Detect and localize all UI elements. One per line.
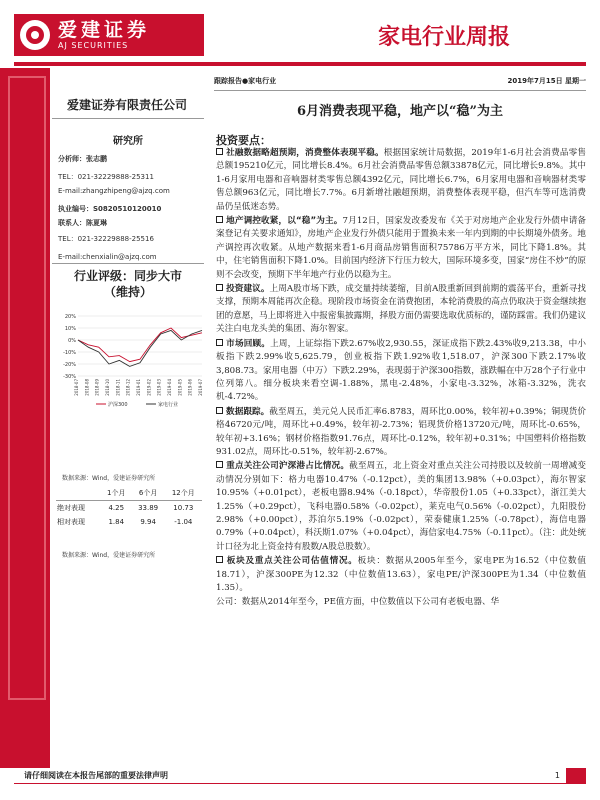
checkbox-bullet-icon: [216, 148, 223, 155]
checkbox-bullet-icon: [216, 461, 223, 468]
report-title: 家电行业周报: [377, 24, 510, 50]
analyst-line: [58, 154, 107, 164]
checkbox-bullet-icon: [216, 284, 223, 291]
paragraph: [216, 215, 586, 282]
meta-divider: [214, 90, 586, 91]
performance-table: [56, 486, 202, 529]
chart-x-tick-label: 2018-07: [74, 379, 79, 396]
paragraph: [216, 147, 586, 214]
paragraph: [216, 460, 586, 554]
chart-y-tick-label: 20%: [64, 314, 76, 320]
chart-x-tick-label: 2019-04: [167, 379, 172, 396]
chart-x-tick-label: 2018-09: [94, 379, 100, 396]
page-tab-marker: [566, 768, 586, 784]
table-header-cell: 6个月: [132, 486, 165, 501]
license-label: 执业编号：: [58, 205, 93, 213]
paragraph-text: 截至周五，北上资金对重点关注公司持股以及较前一周增减变动情况分别如下：格力电器10.47%（-0.12pct），美的集团13.98%（+0.03pct），海尔智家10.95%（+0.01pct），老板电器8.94%（-0.18pct），华帝股份1.05（+0.33pct），浙江美大1.25%（+0.29pct），飞科电器0.58%（-0.02pct），莱克电气0.56%（-0.02pct），九阳股份2.98%（+0.00pct），苏泊尔5.19%（-0.02pct），荣泰健康1.25%（-0.78pct），海信电器0.79%（+0.04pct），科沃斯1.07%（+0.04pct），海信家电4.75%（-0.11pct）。（注：此处统计口径为北上资金持有股数/A股总股数）。: [216, 461, 586, 552]
analyst-name: 张志鹏: [86, 155, 107, 163]
paragraph-text: 上周A股市场下跌，成交量持续萎缩，目前A股重新回到前期的震荡平台，重新寻找支撑，预期本周能再次企稳。现阶段市场资金在消费抱团，本轮消费股的高点仍取决于资金继续抱团的意愿，马上即将进入中报密集披露期，择股方面仍需要选取优质标的，谨防踩雷。我们仍建议关注白电龙头美的集团、海尔智家。: [216, 284, 586, 335]
contact-tel: TEL：021-32229888-25516: [58, 235, 154, 243]
paragraph: [216, 406, 586, 460]
chart-legend-label: 家电行业: [158, 402, 179, 408]
contact-label: 联系人：: [58, 219, 86, 227]
paragraph-lead: 市场回顾。: [226, 338, 271, 349]
chart-series-line: [78, 330, 202, 366]
analyst-label: 分析师：: [58, 155, 86, 163]
paragraph-trailing: 公司：数据从2014年至今，PE值方面，中位数值以下公司有老板电器、华: [216, 597, 500, 608]
performance-chart: [56, 310, 206, 410]
table-cell: 33.89: [138, 504, 159, 512]
report-meta: [214, 74, 586, 88]
checkbox-bullet-icon: [216, 216, 223, 223]
report-type: 跟踪报告●家电行业: [214, 77, 277, 85]
contact-email: E-mail:chenxialin@ajzq.com: [58, 253, 157, 261]
table-cell: 10.73: [173, 504, 194, 512]
analyst-tel: TEL：021-32229888-25311: [58, 173, 154, 181]
company-logo: [14, 14, 204, 56]
chart-y-tick-label: 0%: [68, 338, 76, 344]
chart-x-tick-label: 2018-08: [84, 379, 90, 396]
chart-x-tick-label: 2018-12: [125, 379, 131, 396]
chart-x-tick-label: 2018-10: [105, 379, 110, 396]
paragraph-text: 截至周五，美元兑人民币汇率6.8783，周环比0.00%，较年初+0.39%；铜现货价格46720元/吨，周环比+0.49%，较年初-2.73%；铝现货价格13720元/吨，周环比-0.65%，较年初+3.16%；钢材价格指数91.76点，周环比-0.12%，较年初+0.31%；中国塑料价格指数931.02点，周环比-0.51%，较年初-2.67%。: [216, 406, 586, 457]
sidebar-red-strip: [0, 68, 50, 768]
checkbox-bullet-icon: [216, 407, 223, 414]
license-line: [58, 204, 161, 214]
report-body: [216, 147, 586, 611]
paragraph-lead: 数据跟踪。: [226, 406, 270, 417]
paragraph: [216, 555, 586, 595]
table-header-cell: [56, 486, 101, 501]
header-divider: [14, 62, 586, 66]
chart-y-tick-label: -30%: [63, 374, 76, 380]
report-date: 2019年7月15日 星期一: [507, 77, 586, 85]
table-row: [56, 515, 202, 529]
page-number: 1: [554, 771, 560, 780]
analyst-email: E-mail:zhangzhipeng@ajzq.com: [58, 187, 170, 195]
logo-name-cn: 爱建证券: [58, 18, 151, 41]
chart-x-tick-label: 2019-01: [136, 379, 141, 396]
paragraph: [216, 338, 586, 405]
chart-y-tick-label: -20%: [63, 362, 76, 368]
paragraph-text: 上周，上证综指下跌2.67%收2,930.55，深证成指下跌2.43%收9,213.38，中小板指下跌2.99%收5,625.79，创业板指下跌1.92%收1,518.07，沪深300下跌2.17%收3,808.73。家用电器（中万）下跌2.29%，表现弱于沪深300指数，涨跌幅在中万28个子行业中位列第八。细分板块来看空调-1.88%，黑电-2.48%，小家电-3.32%，冰箱-3.32%，洗衣机-4.72%。: [216, 338, 586, 403]
section-heading: 投资要点：: [216, 134, 271, 147]
chart-x-tick-label: 2019-02: [146, 379, 152, 396]
institute-name: 研究所: [113, 136, 143, 147]
paragraph-text: 7月12日，国家发改委发布《关于对房地产企业发行外债申请备案登记有关要求通知》，房地产企业发行外债只能用于置换未来一年内到期的中长期境外债务。地产调控再次收紧。从地产数据来看1-6月商品房销售面积75786万平方米，同比下降1.8%。其中，住宅销售面积下降1.0%。目前国内经济下行压力较大，国际环境多变，国家“房住不炒”的原则不会改变，预期下半年地产行业仍以稳为主。: [216, 216, 587, 280]
rating-maintain: （维持）: [103, 285, 152, 299]
table-cell: 4.25: [108, 504, 125, 512]
contact-line: [58, 218, 107, 228]
table-row-label: 绝对表现: [57, 504, 85, 512]
page-header: [0, 0, 600, 64]
chart-x-tick-label: 2019-06: [187, 379, 193, 396]
chart-series-line: [78, 328, 202, 362]
paragraph-text: 根据国家统计局数据，2019年1-6月社会消费品零售总额195210亿元，同比增长8.4%。6月社会消费品零售总额33878亿元，同比增长9.8%。其中1-6月家用电器和音响器材类零售总额4392亿元，同比增长6.7%，6月家用电器和音响器材类零售总额963亿元，同比增长7.7%。6月新增社融超预期，消费整体表现平稳，但汽车等可选消费品仍呈低迷态势。: [216, 148, 586, 212]
chart-y-tick-label: -10%: [63, 350, 76, 356]
chart-x-tick-label: 2018-11: [115, 379, 121, 396]
checkbox-bullet-icon: [216, 339, 223, 346]
industry-rating: [52, 268, 204, 300]
table-cell: 9.94: [140, 518, 156, 526]
chart-y-tick-label: 10%: [64, 326, 76, 332]
rating-line: 行业评级：同步大市: [73, 269, 182, 283]
chart-legend-label: 沪深300: [108, 402, 128, 408]
chart-x-tick-label: 2019-07: [198, 379, 203, 396]
sidebar-divider: [52, 263, 204, 264]
table-cell: 1.84: [108, 518, 125, 526]
paragraph-lead: 社融数据略超预期，消费整体表现平稳。: [226, 148, 384, 158]
sidebar-divider: [52, 118, 204, 119]
chart-source: 数据来源：Wind，爱建证券研究所: [62, 475, 156, 482]
license-number: S0820510120010: [93, 205, 162, 213]
table-cell: -1.04: [174, 518, 193, 526]
paragraph: [216, 283, 586, 337]
chart-x-tick-label: 2019-03: [156, 379, 162, 396]
chart-x-tick-label: 2019-05: [177, 379, 183, 396]
table-header-cell: 12个月: [165, 486, 202, 501]
contact-name: 陈夏琳: [86, 219, 107, 227]
paragraph-lead: 重点关注公司沪深港占比情况。: [226, 461, 350, 472]
logo-name-en: AJ SECURITIES: [58, 40, 129, 50]
sidebar: [0, 68, 205, 768]
paragraph-lead: 投资建议。: [226, 284, 270, 295]
table-row-label: 相对表现: [57, 518, 85, 526]
table-header-row: [56, 486, 202, 501]
paragraph-lead: 板块及重点关注公司估值情况。: [226, 556, 358, 567]
report-headline: 6月消费表现平稳，地产以“稳”为主: [296, 104, 503, 119]
paragraph-text: 板块：数据从2005年至今，家电PE为16.52（中位数值18.71），沪深300PE为12.32（中位数值13.63），家电PE/沪深300PE为1.34（中位数值1.35）。: [216, 556, 586, 593]
paragraph-lead: 地产调控收紧，以“稳”为主。: [226, 216, 343, 227]
logo-emblem-icon: [20, 20, 50, 50]
footer-divider: [14, 783, 586, 784]
legal-disclaimer: 请仔细阅读在本报告尾部的重要法律声明: [24, 771, 168, 780]
table-source: 数据来源：Wind，爱建证券研究所: [62, 552, 156, 559]
table-header-cell: 1个月: [101, 486, 132, 501]
checkbox-bullet-icon: [216, 556, 223, 563]
company-name: 爱建证券有限责任公司: [66, 98, 187, 112]
table-row: [56, 501, 202, 516]
